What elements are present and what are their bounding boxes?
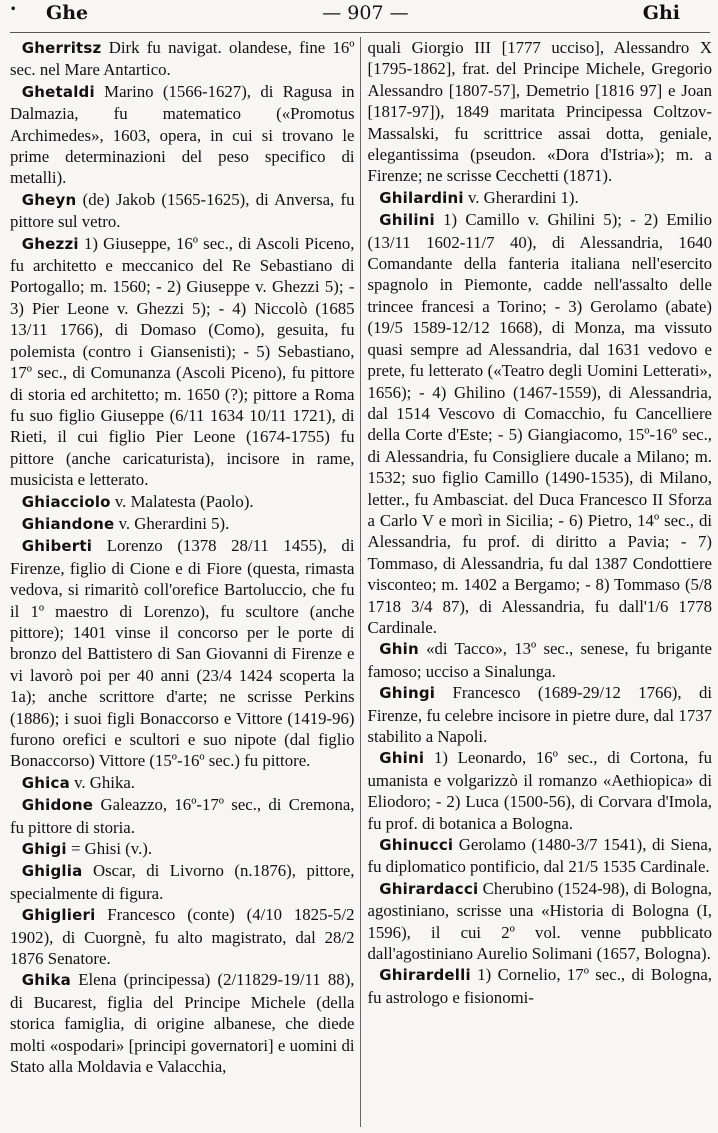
entry-headword: Ghilini xyxy=(379,211,435,230)
header-left-guideword: Ghe xyxy=(46,2,89,24)
entry-headword: Ghini xyxy=(379,749,425,768)
entry-headword: Ghiberti xyxy=(21,537,93,556)
entry-text: Galeazzo, 16º-17º sec., di Cremona, fu pittore di storia. xyxy=(10,795,355,837)
dictionary-entry xyxy=(368,682,713,747)
entry-text: quali Giorgio III [1777 ucciso], Alessandro X [1795-1862], frat. del Principe Michele, Gregorio Alessandro [1807-57], Demetrio [1816 97] e Joan [1817-97]), 1849 maritata Principessa Coltzov-Massalski, fu scrittrice assai dotta, geniale, elegantissima (pseudon. «Dora d'Istria»); m. a Firenze; ne scrisse Cecchetti (1871). xyxy=(367,38,712,186)
entry-text: Elena (principessa) (2/11829-19/11 88), di Bucarest, figlia del Principe Michele (della storica famiglia, di origine albanese, che diede molti «ospodari» [principi governatori] e uomini di Stato alla Moldavia e Valacchia, xyxy=(10,970,355,1077)
entry-text: 1) Camillo v. Ghilini 5); - 2) Emilio (13/11 1602-11/7 40), di Alessandria, 1640 Comandante della fanteria italiana nell'esercito spagnolo in Piemonte, cadde nell'assalto delle trincee francesi a Torino; - 3) Gerolamo (abate) (19/5 1589-12/12 1668), di Monza, ma vissuto quasi sempre ad Alessandria, dal 1631 vedovo e prete, fu letterato («Teatro degli Uomini Letterati», 1656); - 4) Ghilino (1467-1559), di Alessandria, dal 1514 Vescovo di Comacchio, fu Cancelliere della Corte d'Este; - 5) Giangiacomo, 15º-16º sec., di Alessandria, fu Consigliere ducale a Milano; m. 1532; suo figlio Camillo (1490-1535), di Milano, letter., fu Ambasciat. del Duca Francesco II Sforza a Carlo V e morì in Sicilia; - 6) Pietro, 14º sec., di Alessandria, fu prof. di diritto a Pavia; - 7) Tommaso, di Alessandria, fu dal 1387 Condottiere visconteo; m. 1402 a Bergamo; - 8) Tommaso (5/8 1718 3/4 87), di Alessandria, fu dall'1/6 1778 Cardinale. xyxy=(367,210,712,637)
dictionary-entry xyxy=(10,838,355,860)
page-header xyxy=(10,2,710,33)
dictionary-entry xyxy=(368,638,713,682)
entry-text: v. Ghika. xyxy=(69,772,135,792)
dictionary-entry xyxy=(368,747,713,834)
entry-headword: Ghezzi xyxy=(21,234,79,253)
entry-text: (de) Jakob (1565-1625), di Anversa, fu pittore sul vetro. xyxy=(10,189,355,232)
dictionary-entry xyxy=(368,964,713,1008)
dictionary-entry xyxy=(10,81,355,189)
header-marker: • xyxy=(10,4,17,15)
entry-text: 1) Giuseppe, 16º sec., di Ascoli Piceno, fu architetto e meccanico del Re Sebastiano di Portogallo; m. 1560; - 2) Giuseppe v. Ghezzi 5); - 3) Pier Leone v. Ghezzi 5); - 4) Niccolò (1685 13/11 1766), di Domaso (Como), gesuita, fu polemista (contro i Giansenisti); - 5) Sebastiano, 17º sec., di Comunanza (Ascoli Piceno), fu pittore di storia ed architetto; m. 1650 (?); pittore a Roma fu suo figlio Giuseppe (6/11 1634 10/11 1721), di Rieti, il cui figlio Pier Leone (1674-1755) fu pittore (anche caricaturista), incisore in rame, musicista e letterato. xyxy=(10,233,355,490)
entry-headword: Ghiglia xyxy=(21,862,83,881)
entry-text: «di Tacco», 13º sec., senese, fu brigante famoso; ucciso a Sinalunga. xyxy=(367,639,712,681)
entry-headword: Ghigi xyxy=(21,840,67,859)
entry-text: = Ghisi (v.). xyxy=(66,839,153,859)
text-columns xyxy=(10,37,712,1127)
entry-headword: Ghirardelli xyxy=(379,966,471,985)
dictionary-entry xyxy=(10,189,355,233)
dictionary-entry xyxy=(10,37,355,81)
dictionary-entry xyxy=(368,187,713,209)
header-right-guideword: Ghi xyxy=(642,2,680,24)
entry-headword: Ghidone xyxy=(21,796,94,815)
dictionary-entry xyxy=(10,969,355,1077)
entry-text: v. Gherardini 5). xyxy=(114,513,230,533)
entry-headword: Ghinucci xyxy=(379,836,454,855)
entry-headword: Ghika xyxy=(21,971,71,990)
entry-headword: Ghiandone xyxy=(21,514,115,533)
dictionary-entry xyxy=(10,904,355,969)
dictionary-entry xyxy=(368,878,713,965)
entry-text: Francesco (conte) (4/10 1825-5/2 1902), di Cuorgnè, fu alto magistrato, dal 28/2 1876 Senatore. xyxy=(10,905,355,969)
page-number: — 907 — xyxy=(322,2,409,24)
right-column xyxy=(361,37,713,1127)
entry-text: Francesco (1689-29/12 1766), di Firenze, fu celebre incisore in pietre dure, dal 1737 stabilito a Napoli. xyxy=(367,683,712,746)
dictionary-entry xyxy=(368,209,713,638)
dictionary-entry xyxy=(10,535,355,771)
entry-headword: Ghiacciolo xyxy=(21,492,111,511)
left-column xyxy=(10,37,361,1127)
entry-headword: Ghica xyxy=(21,773,70,792)
entry-headword: Ghingi xyxy=(379,684,436,703)
entry-text: 1) Leonardo, 16º sec., di Cortona, fu umanista e volgarizzò il romanzo «Aethiopica» di Eliodoro; - 2) Luca (1500-56), di Corvara d'Imola, fu prof. di botanica a Bologna. xyxy=(367,748,712,833)
entry-text: Dirk fu navigat. olandese, fine 16º sec. nel Mare Antartico. xyxy=(10,38,355,80)
entry-headword: Gherritsz xyxy=(21,39,102,57)
entry-text: v. Gherardini 1). xyxy=(463,187,579,207)
dictionary-entry xyxy=(10,233,355,491)
entry-text: Oscar, di Livorno (n.1876), pittore, specialmente di figura. xyxy=(10,861,355,903)
dictionary-entry xyxy=(10,860,355,904)
entry-text: v. Malatesta (Paolo). xyxy=(110,491,254,511)
dictionary-entry xyxy=(368,834,713,878)
entry-headword: Ghilardini xyxy=(379,188,464,207)
entry-headword: Gheyn xyxy=(21,190,77,209)
entry-headword: Ghiglieri xyxy=(21,906,96,925)
entry-text: Gerolamo (1480-3/7 1541), di Siena, fu diplomatico pontificio, dal 21/5 1535 Cardinale. xyxy=(367,835,712,877)
entry-text: Marino (1566-1627), di Ragusa in Dalmazia, fu matematico («Promotus Archimedes», 1603, opera, in cui si trovano le prime determinazioni del peso specifico di metalli). xyxy=(10,81,355,188)
dictionary-entry xyxy=(10,491,355,513)
entry-text: 1) Cornelio, 17º sec., di Bologna, fu astrologo e fisionomi- xyxy=(367,965,712,1007)
entry-headword: Ghirardacci xyxy=(379,879,479,898)
dictionary-entry xyxy=(10,794,355,838)
dictionary-entry xyxy=(10,772,355,794)
entry-headword: Ghetaldi xyxy=(21,82,95,101)
dictionary-entry xyxy=(368,37,713,187)
dictionary-entry xyxy=(10,513,355,535)
entry-headword: Ghin xyxy=(379,640,419,659)
entry-text: Lorenzo (1378 28/11 1455), di Firenze, figlio di Cione e di Fiore (questa, rimasta vedova, si rimaritò coll'orefice Bartoluccio, che fu il 1º maestro di Lorenzo), fu scultore (anche pittore); 1401 vinse il concorso per le porte di bronzo del Battistero di San Giovanni di Firenze e vi lavorò poi per 40 anni (23/4 1424 scoperta la 1a); anche scrittore d'arte; ne scrisse Perkins (1886); i suoi figli Bonaccorso e Vittore (1419-96) furono orefici e scultori e suo nipote (dal figlio Bonaccorso) Vittore (15º-16º sec.) fu pittore. xyxy=(10,536,355,771)
entry-text: Cherubino (1524-98), di Bologna, agostiniano, scrisse una «Historia di Bologna (I, 1596), il cui 2º vol. venne pubblicato dall'agostiniano Aurelio Solimani (1657, Bologna). xyxy=(367,878,712,964)
